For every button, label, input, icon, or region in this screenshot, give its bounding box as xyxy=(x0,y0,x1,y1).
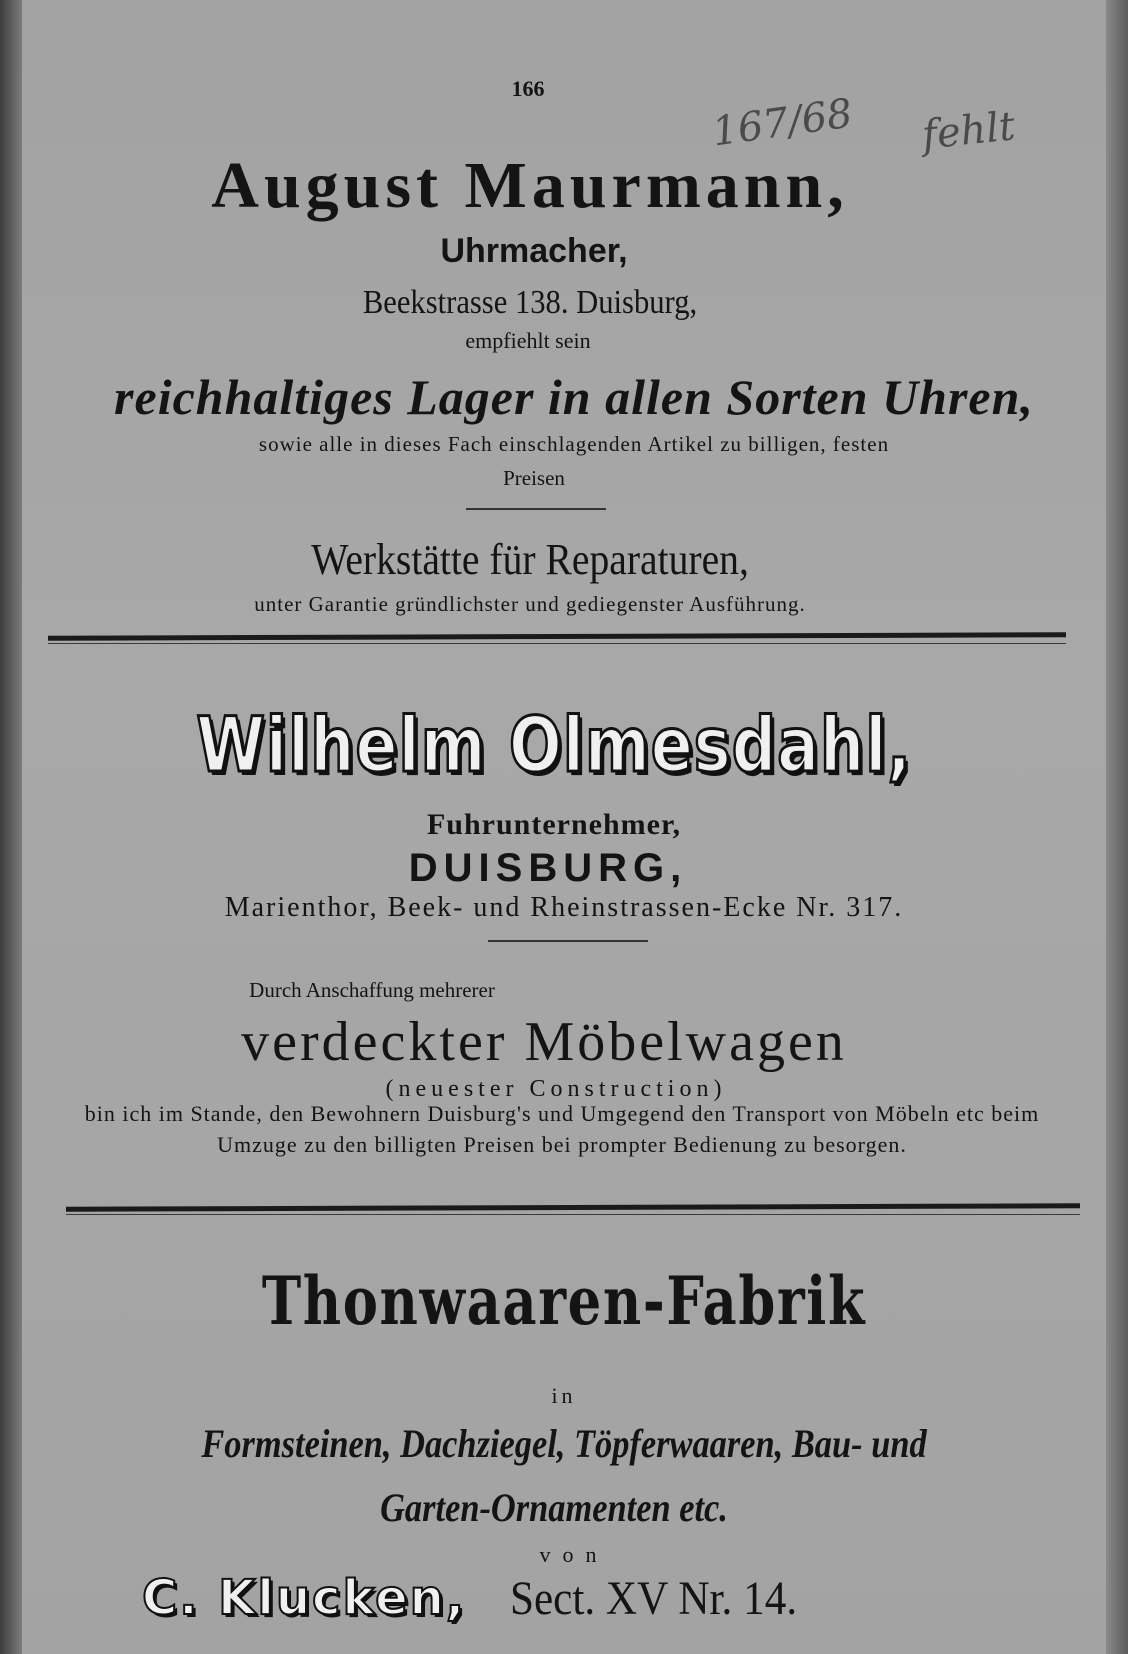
ad-body-text: bin ich im Stande, den Bewohnern Duisburg's und Umgegend den Transport von Möbeln etc beim Umzuge zu den billigten Preisen bei prompter Bedienung zu besorgen. xyxy=(84,1101,1040,1157)
advertiser-address: Beekstrasse 138. Duisburg, xyxy=(362,284,698,321)
ad-text-von: von xyxy=(539,1542,609,1567)
ad-headline-wagons: verdeckter Möbelwagen xyxy=(241,1011,847,1073)
ad-text-in: in xyxy=(551,1383,577,1408)
advertiser-signature xyxy=(142,1570,813,1626)
ad-text-construction: (neuester Construction) xyxy=(385,1076,727,1102)
ad-separator-thin-rule xyxy=(66,1214,1080,1215)
handwritten-note-pages: 167/68 xyxy=(709,90,856,156)
handwritten-note-missing: fehlt xyxy=(919,103,1018,159)
ad-products-line-2: Garten-Ornamenten etc. xyxy=(380,1485,728,1530)
ad-separator-rule xyxy=(48,632,1066,641)
ad-text-intro: Durch Anschaffung mehrerer xyxy=(249,978,495,1002)
ad-headline-workshop: Werkstätte für Reparaturen, xyxy=(311,535,749,584)
section-divider xyxy=(466,508,606,510)
directory-page xyxy=(22,0,1106,1654)
ad-text-prices: Preisen xyxy=(503,466,565,490)
advertiser-address: Sect. XV Nr. 14. xyxy=(510,1572,798,1625)
ad-text-guarantee: unter Garantie gründlichster und gediegenster Ausführung. xyxy=(254,592,806,616)
section-divider xyxy=(488,940,648,942)
advertiser-name: Wilhelm Olmesdahl, xyxy=(196,700,912,789)
ad-headline-stock: reichhaltiges Lager in allen Sorten Uhren, xyxy=(114,369,1034,425)
ad-separator-thin-rule xyxy=(48,643,1066,644)
ad-text-articles: sowie alle in dieses Fach einschlagenden Artikel zu billigen, festen xyxy=(258,432,890,456)
advertiser-name: August Maurmann, xyxy=(211,149,849,222)
advertiser-address: Marienthor, Beek- und Rheinstrassen-Ecke Nr. 317. xyxy=(224,892,904,923)
page-number: 166 xyxy=(511,76,545,101)
advertiser-trade: Fuhrunternehmer, xyxy=(426,808,682,841)
advertiser-name: C. Klucken, xyxy=(142,1570,467,1626)
ad-products-line-1: Formsteinen, Dachziegel, Töpferwaaren, Bau- und xyxy=(201,1421,927,1466)
ad-separator-rule xyxy=(66,1203,1080,1212)
scan-edge-right xyxy=(1106,0,1128,1654)
advertiser-trade: Uhrmacher, xyxy=(440,232,628,270)
advertiser-city: DUISBURG, xyxy=(408,846,688,890)
ad-headline-factory: Thonwaaren-Fabrik xyxy=(261,1262,867,1340)
ad-text-recommends: empfiehlt sein xyxy=(465,328,591,353)
